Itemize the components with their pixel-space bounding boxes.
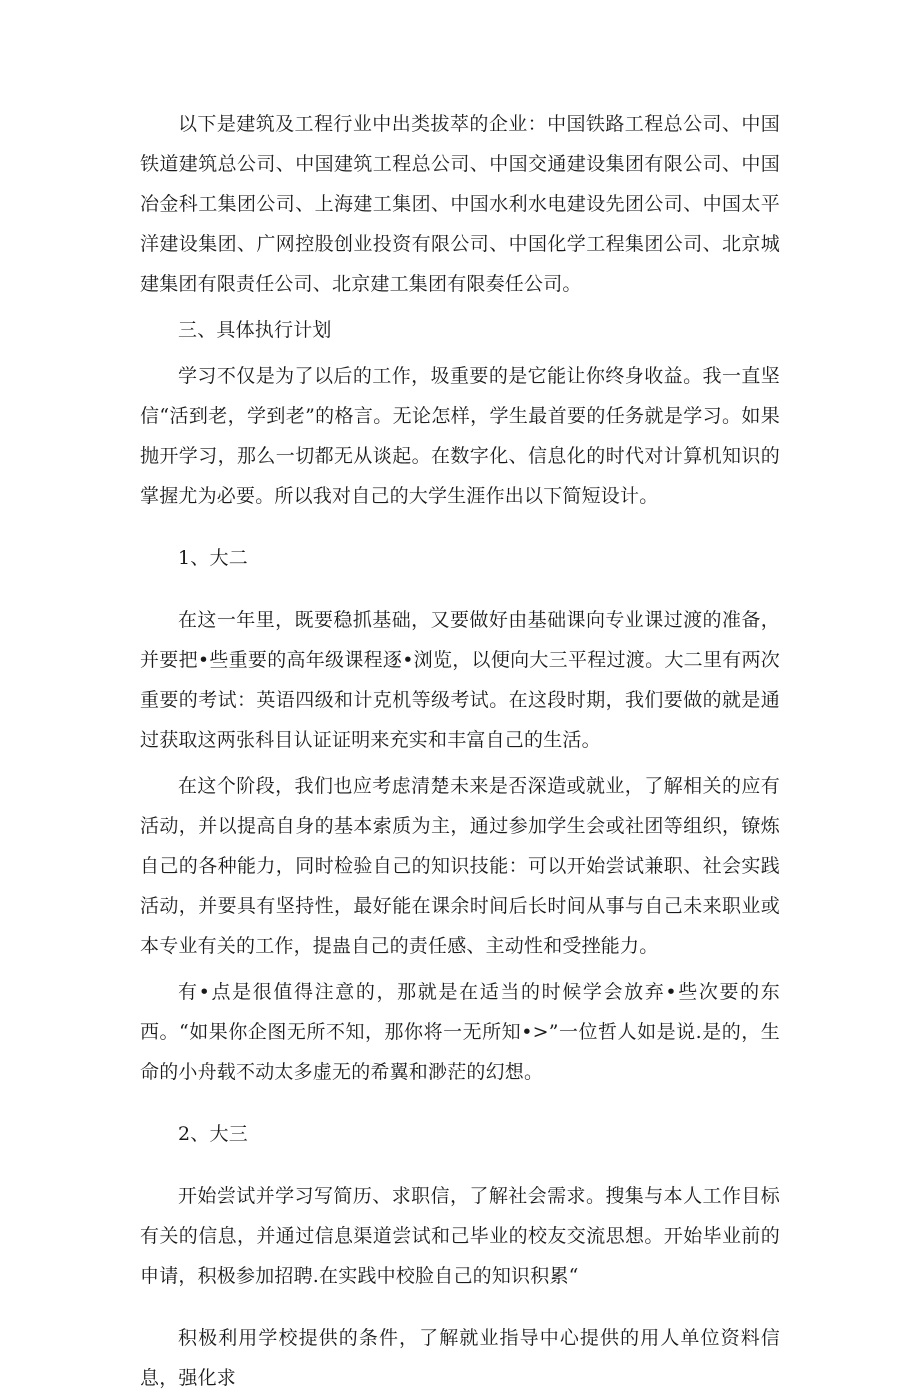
subheading-sophomore-year: 1、大二 (178, 547, 248, 569)
paragraph-junior-job-search: 开始尝试并学习写简历、求职信，了解社会需求。搜集与本人工作目标有关的信息，并通过信息渠道尝试和己毕业的校友交流思想。开始毕业前的申请，积极参加招聘.在实践中校脸自己的知识积累“ (140, 1185, 780, 1287)
paragraph-construction-companies: 以下是建筑及工程行业中出类拔萃的企业：中国铁路工程总公司、中国铁道建筑总公司、中国建筑工程总公司、中国交通建设集团有限公司、中国冶金科工集团公司、上海建工集团、中国水利水电建设先团公司、中国太平洋建设集团、广网控股创业投资有限公司、中国化学工程集团公司、北京城建集团有限责任公司、北京建工集团有限奏任公司。 (140, 113, 780, 295)
paragraph-use-school-resources: 积极利用学校提供的条件，了解就业指导中心提供的用人单位资料信息，强化求 (140, 1327, 780, 1389)
paragraph-sophomore-foundation: 在这一年里，既要稳抓基础，又要做好由基础课向专业课过渡的准备，并要把•些重要的高年级课程逐•浏览，以便向大三平程过渡。大二里有两次重要的考试：英语四级和计克机等级考试。在这段时期，我们要做的就是通过获取这两张科目认证证明来充实和丰富自己的生活。 (140, 609, 780, 751)
paragraph-sophomore-abilities: 在这个阶段，我们也应考虑清楚未来是否深造或就业，了解相关的应有活动，并以提高自身的基本索质为主，通过参加学生会或社团等组织，镣炼自己的各种能力，同时检验自己的知识技能：可以开始尝试兼职、社会实践活动，并要具有坚持性，最好能在课余时间后长时间从事与自己未来职业或本专业有关的工作，提蛊自己的责任感、主动性和受挫能力。 (140, 775, 780, 957)
paragraph-learn-to-give-up: 有•点是很值得注意的，那就是在适当的时候学会放弃•些次要的东西。“如果你企图无所不知，那你将一无所知•>”一位哲人如是说.是的，生命的小舟载不动太多虚无的希翼和渺茫的幻想。 (140, 981, 780, 1083)
section-heading-execution-plan: 三、具体执行计划 (178, 319, 332, 341)
subheading-junior-year: 2、大三 (178, 1123, 248, 1145)
paragraph-learning-importance: 学习不仅是为了以后的工作，圾重要的是它能让你终身收益。我一直坚信“活到老，学到老”的格言。无论怎样，学生最首要的任务就是学习。如果抛开学习，那么一切都无从谈起。在数字化、信息化的时代对计算机知识的掌握尤为必要。所以我对自己的大学生涯作出以下简短设计。 (140, 365, 780, 507)
document-page (140, 104, 780, 1398)
